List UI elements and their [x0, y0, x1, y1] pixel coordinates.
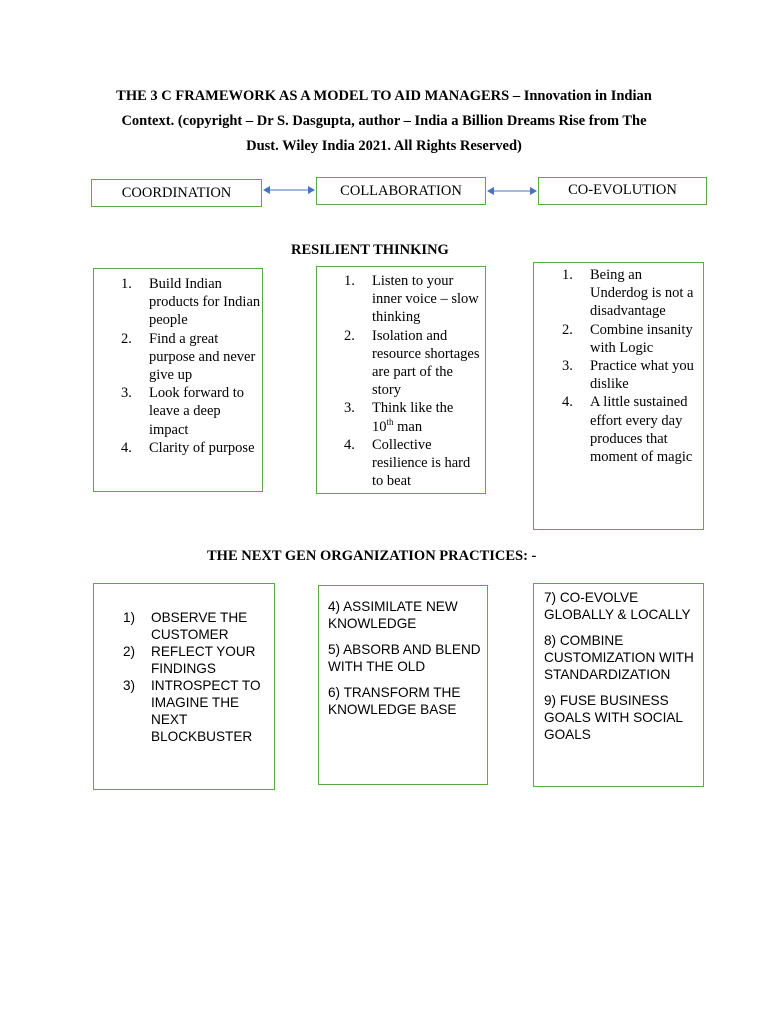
practices-heading: THE NEXT GEN ORGANIZATION PRACTICES: -	[207, 548, 537, 564]
list-item: 4) ASSIMILATE NEW KNOWLEDGE	[328, 599, 458, 631]
coevolution-label: CO-EVOLUTION	[568, 182, 677, 198]
coordination-label: COORDINATION	[121, 185, 232, 201]
list-item: 9) FUSE BUSINESS GOALS WITH SOCIAL GOALS	[544, 693, 683, 742]
practices-list-3	[544, 589, 700, 752]
collaboration-label: COLLABORATION	[340, 183, 462, 199]
practices-list-1	[121, 609, 271, 745]
list-item: 2. Combine insanity with Logic	[562, 321, 693, 356]
resilient-thinking-heading: RESILIENT THINKING	[291, 242, 449, 258]
list-item: 6) TRANSFORM THE KNOWLEDGE BASE	[328, 685, 461, 717]
list-item: 4. Clarity of purpose	[121, 439, 255, 456]
practices-list-2	[328, 598, 484, 727]
resilient-list-1	[121, 275, 261, 457]
list-item: 1. Being an Underdog is not a disadvantage	[562, 267, 694, 320]
list-item: 1. Listen to your inner voice – slow thinking	[344, 273, 479, 326]
title-line-2: Context. (copyright – Dr S. Dasgupta, author – India a Billion Dreams Rise from The	[121, 113, 647, 129]
list-item: 8) COMBINE CUSTOMIZATION WITH STANDARDIZATION	[544, 633, 694, 682]
list-item: 3. Think like the 10th man	[344, 400, 454, 435]
list-item: 1. Build Indian products for Indian people	[121, 276, 261, 329]
resilient-list-3	[562, 266, 700, 466]
resilient-list-2	[344, 272, 482, 490]
list-item: 4. A little sustained effort every day produces that moment of magic	[562, 394, 693, 466]
list-item: 3. Practice what you dislike	[562, 358, 694, 393]
title-line-1: THE 3 C FRAMEWORK AS A MODEL TO AID MANAGERS – Innovation in Indian	[116, 88, 652, 104]
title-line-3: Dust. Wiley India 2021. All Rights Reserved)	[246, 138, 522, 154]
list-item: 3) INTROSPECT TO IMAGINE THE NEXT BLOCKBUSTER	[123, 678, 261, 744]
list-item: 7) CO-EVOLVE GLOBALLY & LOCALLY	[544, 590, 691, 622]
list-item: 1) OBSERVE THE CUSTOMER	[123, 610, 248, 642]
list-item: 4. Collective resilience is hard to beat	[344, 436, 471, 490]
list-item: 2. Isolation and resource shortages are part of the story	[344, 327, 480, 399]
list-item: 2. Find a great purpose and never give up	[121, 330, 256, 384]
list-item: 2) REFLECT YOUR FINDINGS	[123, 644, 256, 676]
list-item: 5) ABSORB AND BLEND WITH THE OLD	[328, 642, 481, 674]
list-item: 3. Look forward to leave a deep impact	[121, 385, 245, 438]
